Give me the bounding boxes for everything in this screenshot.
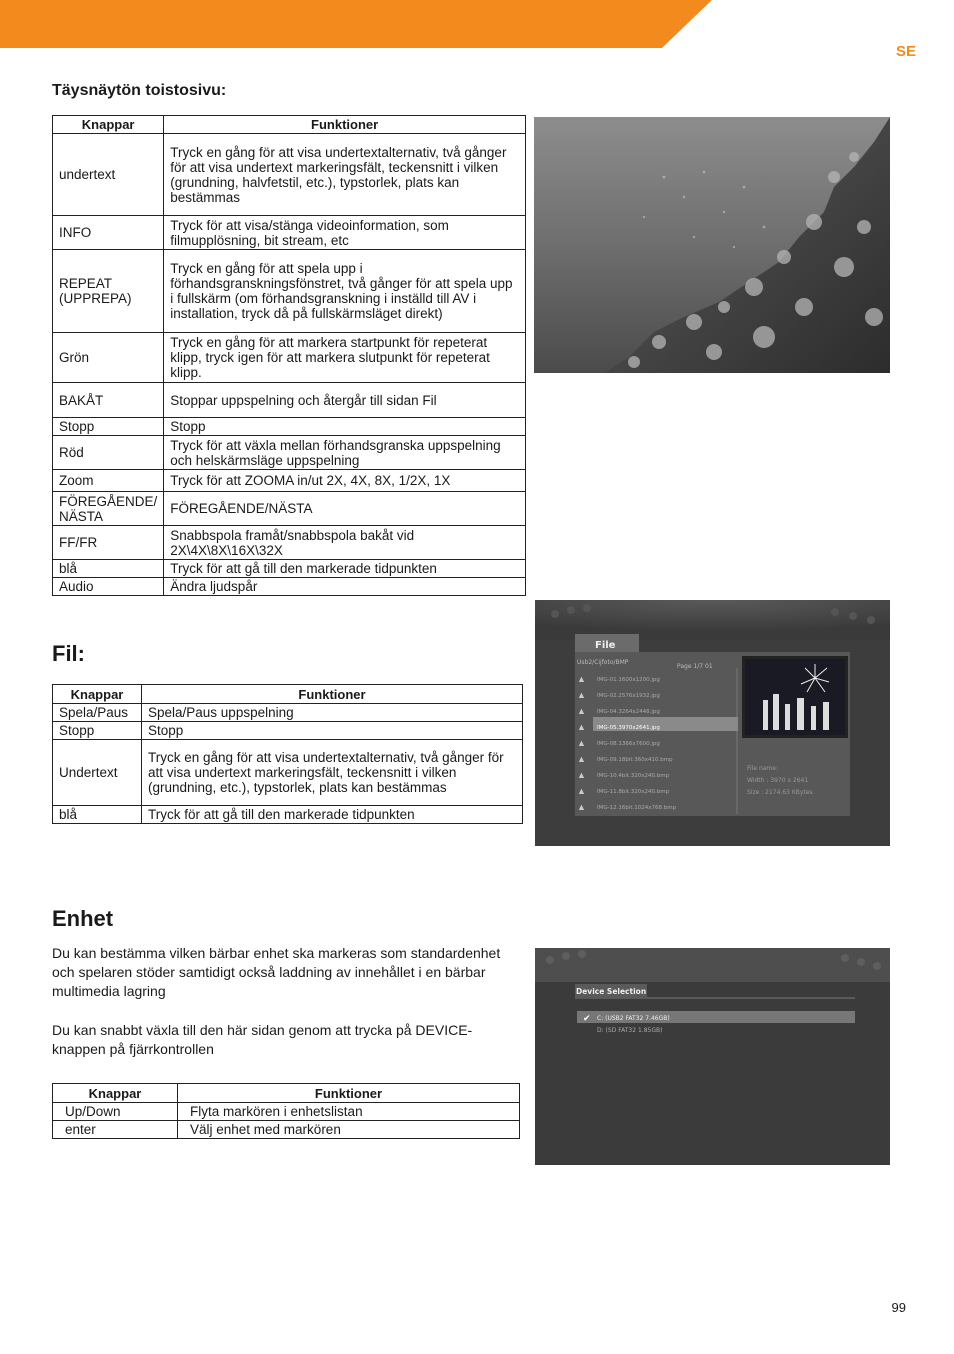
file-list-item: IMG-12.16bit.1024x768.bmp — [597, 805, 677, 811]
screen-tab-label: File — [595, 640, 616, 651]
col-header-keys: Knappar — [53, 1084, 178, 1103]
table-row: FÖREGÅENDE/ NÄSTA FÖREGÅENDE/NÄSTA — [53, 492, 526, 526]
check-icon: ✔ — [583, 1014, 591, 1024]
device-paragraph-1: Du kan bestämma vilken bärbar enhet ska markeras som standardenhet och spelaren stöder samtidigt också laddning av innehållet i en bärbar multimedia lagring — [52, 945, 501, 999]
file-icon: ▲ — [577, 786, 586, 796]
file-list-item: IMG-05.3970x2641.jpg — [597, 725, 660, 731]
underwater-photo — [534, 117, 890, 373]
table-row: blå Tryck för att gå till den markerade tidpunkten — [53, 560, 526, 578]
table-row: INFO Tryck för att visa/stänga videoinformation, som filmupplösning, bit stream, etc — [53, 216, 526, 250]
table-row: REPEAT (UPPREPA) Tryck en gång för att spela upp i förhandsgranskningsfönstret, två gånger för att spela upp i fullskärm (om förhandsgranskning i inställd till AV i installation, tryck då på fullskärmsläget direkt) — [53, 250, 526, 333]
screen-info-2: Size : 2174.63 KBytes — [747, 789, 813, 796]
file-list-item: IMG-02.2576x1932.jpg — [597, 693, 660, 699]
file-list-item: IMG-10.4bit.320x240.bmp — [597, 773, 670, 779]
table-row: Spela/Paus Spela/Paus uppspelning — [53, 704, 523, 722]
file-browser-screenshot — [535, 600, 890, 846]
screen-page: Page 1/7 01 — [677, 663, 713, 670]
file-list-item: IMG-08.1366x7600.jpg — [597, 741, 660, 747]
file-keys-table — [52, 684, 523, 824]
header-banner — [0, 0, 954, 48]
file-list-item: IMG-11.8bit.320x240.bmp — [597, 789, 670, 795]
screen-path: Usb2/Cijfoto/BMP — [577, 659, 629, 666]
col-header-functions: Funktioner — [142, 685, 523, 704]
page-number: 99 — [891, 1300, 906, 1315]
table-row: Undertext Tryck en gång för att visa undertextalternativ, två gånger för att visa undertext markeringsfält, teckensnitt i vilken (grundning, etc.), typstorlek, plats kan bestämmas — [53, 740, 523, 806]
file-list-item: IMG-09.18bit.360x410.bmp — [597, 757, 673, 763]
file-list-item: IMG-04.3264x2448.jpg — [597, 709, 660, 715]
table-row: FF/FR Snabbspola framåt/snabbspola bakåt vid 2X\4X\8X\16X\32X — [53, 526, 526, 560]
fullscreen-keys-table — [52, 115, 526, 596]
table-row: Up/Down Flyta markören i enhetslistan — [53, 1103, 520, 1121]
table-row: Röd Tryck för att växla mellan förhandsgranska uppspelning och helskärmsläge uppspelning — [53, 436, 526, 470]
table-row: Audio Ändra ljudspår — [53, 578, 526, 596]
device-screen-title: Device Selection — [576, 987, 647, 996]
table-row: blå Tryck för att gå till den markerade tidpunkten — [53, 806, 523, 824]
file-icon: ▲ — [577, 754, 586, 764]
device-item: D: (SD FAT32 1.85GB) — [597, 1027, 663, 1034]
device-keys-table — [52, 1083, 520, 1139]
table-row: undertext Tryck en gång för att visa undertextalternativ, två gånger för att visa undertext markeringsfält, teckensnitt i vilken (grundning, halvfetstil, etc.), typstorlek, plats kan bestämmas — [53, 134, 526, 216]
table-row: BAKÅT Stoppar uppspelning och återgår till sidan Fil — [53, 383, 526, 418]
device-paragraph-2: Du kan snabbt växla till den här sidan genom att trycka på DEVICE-knappen på fjärrkontrollen — [52, 1022, 473, 1057]
device-item: C: (USB2 FAT32 7.46GB) — [597, 1015, 670, 1022]
section-title-device: Enhet — [52, 906, 114, 931]
table-row: enter Välj enhet med markören — [53, 1121, 520, 1139]
file-icon: ▲ — [577, 770, 586, 780]
section-title-file: Fil: — [52, 641, 85, 666]
file-icon: ▲ — [577, 802, 586, 812]
device-selection-screenshot — [535, 948, 890, 1165]
col-header-functions: Funktioner — [164, 116, 526, 134]
col-header-functions: Funktioner — [178, 1084, 520, 1103]
file-list-item: IMG-01.1600x1200.jpg — [597, 677, 660, 683]
section-title-fullscreen: Täysnäytön toistosivu: — [52, 82, 227, 99]
file-icon: ▲ — [577, 690, 586, 700]
col-header-keys: Knappar — [53, 116, 164, 134]
screen-info-0: File name: — [747, 765, 778, 772]
table-row: Stopp Stopp — [53, 418, 526, 436]
col-header-keys: Knappar — [53, 685, 142, 704]
table-row: Zoom Tryck för att ZOOMA in/ut 2X, 4X, 8X, 1/2X, 1X — [53, 470, 526, 492]
file-icon: ▲ — [577, 738, 586, 748]
file-icon: ▲ — [577, 722, 586, 732]
language-code: SE — [895, 43, 916, 60]
file-icon: ▲ — [577, 674, 586, 684]
table-row: Stopp Stopp — [53, 722, 523, 740]
screen-info-1: Width : 3970 x 2641 — [747, 777, 809, 784]
table-row: Grön Tryck en gång för att markera startpunkt för repeterat klipp, tryck igen för att markera slutpunkt för repeterat klipp. — [53, 333, 526, 383]
file-icon: ▲ — [577, 706, 586, 716]
